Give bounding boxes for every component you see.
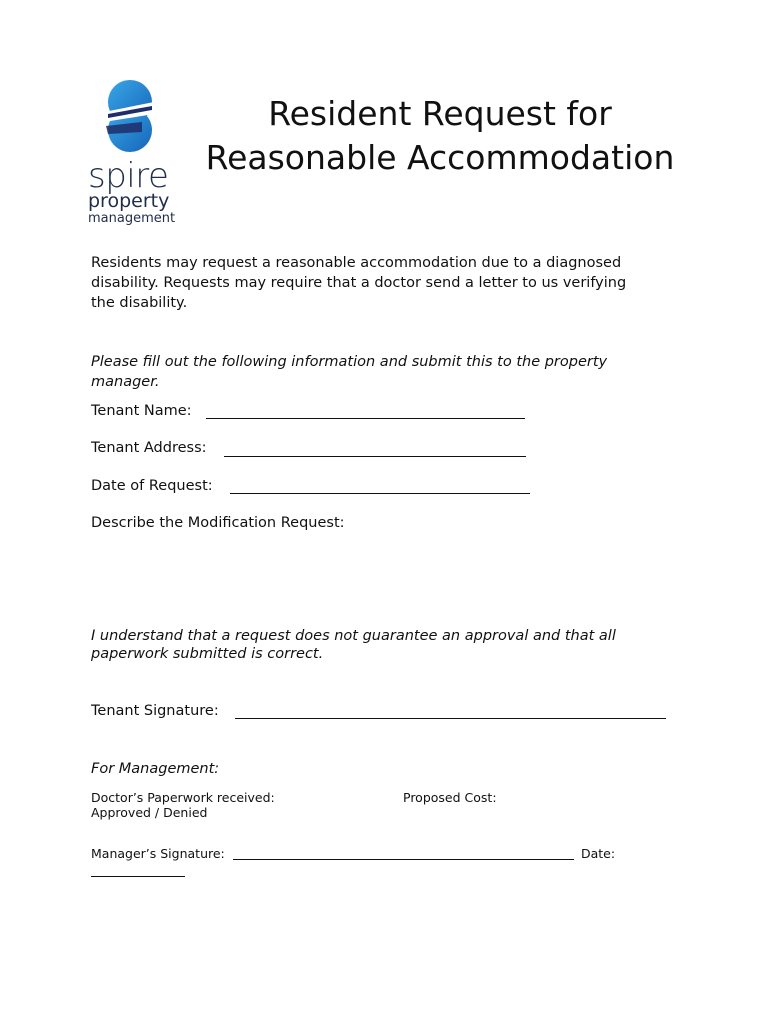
logo-text-property: property xyxy=(88,190,170,212)
date-label: Date: xyxy=(581,846,616,861)
tenant-name-field[interactable] xyxy=(206,418,525,419)
tenant-signature-label: Tenant Signature: xyxy=(91,703,219,719)
intro-line-2: disability. Requests may require that a doctor send a letter to us verifying xyxy=(91,275,627,291)
date-field[interactable] xyxy=(91,876,185,877)
managers-signature-label: Manager’s Signature: xyxy=(91,846,225,861)
instructions-line-2: manager. xyxy=(91,374,160,390)
tenant-name-label: Tenant Name: xyxy=(91,403,192,419)
company-logo xyxy=(86,76,186,228)
tenant-address-field[interactable] xyxy=(224,456,526,457)
intro-line-3: the disability. xyxy=(91,295,188,311)
proposed-cost-label: Proposed Cost: xyxy=(403,790,497,805)
tenant-signature-field[interactable] xyxy=(235,718,666,719)
acknowledgement-line-1: I understand that a request does not guarantee an approval and that all xyxy=(91,628,616,644)
spire-logo-icon xyxy=(102,78,158,154)
modification-request-label: Describe the Modification Request: xyxy=(91,515,345,531)
intro-line-1: Residents may request a reasonable accommodation due to a diagnosed xyxy=(91,255,622,271)
document-title xyxy=(200,92,680,180)
acknowledgement-line-2: paperwork submitted is correct. xyxy=(91,646,324,662)
approved-denied-label: Approved / Denied xyxy=(91,805,208,820)
managers-signature-field[interactable] xyxy=(233,859,574,860)
date-of-request-label: Date of Request: xyxy=(91,478,213,494)
tenant-address-label: Tenant Address: xyxy=(91,440,207,456)
doctors-paperwork-label: Doctor’s Paperwork received: xyxy=(91,790,275,805)
logo-text-management: management xyxy=(88,211,176,226)
title-line-2: Reasonable Accommodation xyxy=(205,138,675,177)
logo-text-spire: spire xyxy=(88,156,169,196)
instructions-line-1: Please fill out the following information and submit this to the property xyxy=(91,354,608,370)
title-line-1: Resident Request for xyxy=(268,94,612,133)
date-of-request-field[interactable] xyxy=(230,493,530,494)
management-heading: For Management: xyxy=(91,761,220,777)
